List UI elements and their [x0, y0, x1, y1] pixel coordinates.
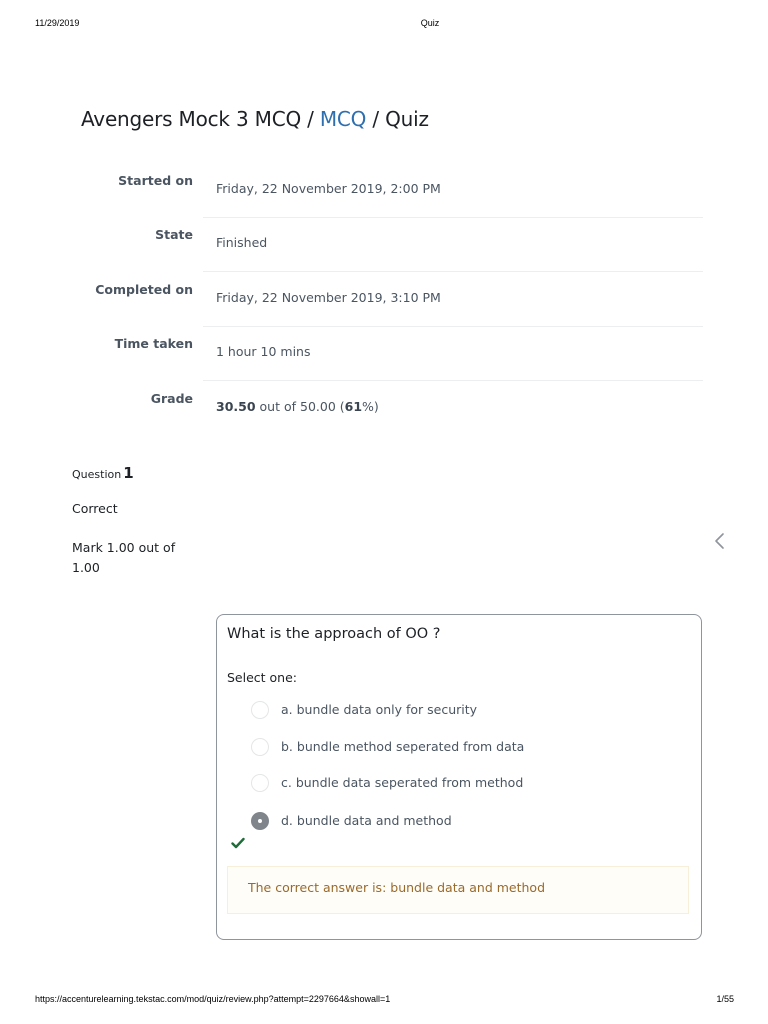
breadcrumb-separator: / [301, 107, 320, 131]
summary-row-completed [0, 272, 768, 326]
breadcrumb-separator: / [366, 107, 386, 131]
summary-row-started [0, 163, 768, 217]
radio-button[interactable] [251, 774, 269, 792]
time-taken-value: 1 hour 10 mins [216, 344, 311, 359]
answer-option-label: b. bundle method seperated from data [281, 739, 525, 754]
breadcrumb-activity: Quiz [385, 107, 429, 131]
question-info [72, 464, 192, 575]
question-text: What is the approach of OO ? [227, 626, 441, 642]
question-box [216, 614, 702, 940]
print-url: https://accenturelearning.tekstac.com/mod/quiz/review.php?attempt=2297664&showall=1 [35, 994, 391, 1004]
question-label: Question [72, 468, 122, 481]
print-date: 11/29/2019 [35, 18, 80, 28]
print-footer [0, 994, 768, 1006]
time-taken-label: Time taken [114, 336, 193, 351]
grade-percent: 61 [344, 399, 363, 414]
completed-on-label: Completed on [95, 282, 193, 297]
select-one-prompt: Select one: [227, 670, 298, 685]
radio-button[interactable] [251, 738, 269, 756]
answer-option-label: a. bundle data only for security [281, 702, 478, 717]
print-header [0, 18, 768, 30]
correct-answer-text: The correct answer is: bundle data and method [248, 880, 545, 895]
state-value: Finished [216, 235, 268, 250]
correct-answer-feedback [227, 866, 689, 914]
answer-option-b[interactable] [251, 738, 681, 760]
print-title: Quiz [420, 18, 440, 28]
state-label: State [155, 227, 193, 242]
question-mark: Mark 1.00 out of 1.00 [72, 540, 176, 575]
grade-score: 30.50 [216, 399, 256, 414]
radio-button-selected[interactable] [251, 812, 269, 830]
check-icon [231, 837, 245, 849]
answer-option-label: d. bundle data and method [281, 813, 452, 828]
radio-button[interactable] [251, 701, 269, 719]
grade-label: Grade [150, 391, 193, 406]
question-state: Correct [72, 501, 118, 516]
started-on-label: Started on [118, 173, 193, 188]
answer-option-c[interactable] [251, 774, 681, 796]
print-page-number: 1/55 [716, 994, 734, 1004]
chevron-left-icon[interactable] [712, 532, 728, 550]
summary-row-grade [0, 381, 768, 435]
completed-on-value: Friday, 22 November 2019, 3:10 PM [216, 290, 441, 305]
page-title [81, 107, 429, 131]
grade-value [216, 399, 379, 414]
answer-option-a[interactable] [251, 701, 681, 723]
started-on-value: Friday, 22 November 2019, 2:00 PM [216, 181, 441, 196]
breadcrumb-section-link[interactable]: MCQ [319, 107, 367, 131]
answer-option-d[interactable] [251, 812, 681, 834]
grade-out-of: out of 50.00 ( [255, 399, 345, 414]
grade-suffix: %) [362, 399, 379, 414]
breadcrumb-course[interactable]: Avengers Mock 3 MCQ [81, 107, 301, 131]
summary-row-time [0, 326, 768, 380]
question-number: 1 [123, 464, 134, 482]
answer-option-label: c. bundle data seperated from method [281, 775, 524, 790]
summary-row-state [0, 217, 768, 271]
